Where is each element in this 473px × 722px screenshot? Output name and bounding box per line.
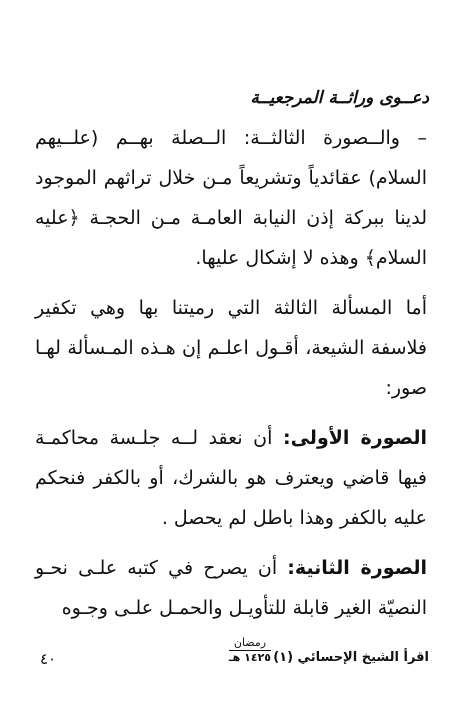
page-number: ٤٠	[40, 650, 57, 668]
page-footer	[40, 636, 429, 668]
footer-month: رمضان	[229, 636, 271, 651]
footer-date	[229, 636, 271, 664]
footer-book-title: اقرأ الشيخ الإحسائي (١)	[273, 650, 429, 665]
second-form-heading: الصورة الثانية:	[287, 557, 427, 579]
paragraph-third-question: أما المسألة الثالثة التي رميتنا بها وهي تكفير فلاسفة الشيعة، أقـول اعلـم إن هـذه المـسألة لهـا صور:	[35, 297, 427, 399]
first-form-text: أن نعقد لــه جلـسة محاكمـة فيها قاضي ويعترف هو بالشرك، أو بالكفر فنحكم عليه بالكفر وهذا باطل لم يحصل .	[35, 427, 427, 529]
paragraph-first-form	[35, 418, 427, 538]
footer-year: ١٤٢٥ هـ	[228, 651, 271, 664]
first-form-heading: الصورة الأولى:	[282, 427, 427, 449]
running-title: دعــوى وراثــة المرجعيــة	[250, 88, 429, 108]
second-form-text: أن يصرح في كتبه علـى نحـو النصيّة الغير قابلة للتأويـل والحمـل علـى وجـوه	[35, 557, 427, 619]
paragraph-second-form	[35, 548, 427, 628]
body-text	[35, 118, 427, 628]
paragraph-third-form: – والــصورة الثالثــة: الــصلة بهــم (علــيهم السلام) عقائدياً وتشريعاً مـن خلال تراثهم الموجود لدينا ببركة إذن النيابة العامـة مـن الحجـة ﴿عليه السلام﴾ وهذه لا إشكال عليها.	[35, 127, 427, 269]
